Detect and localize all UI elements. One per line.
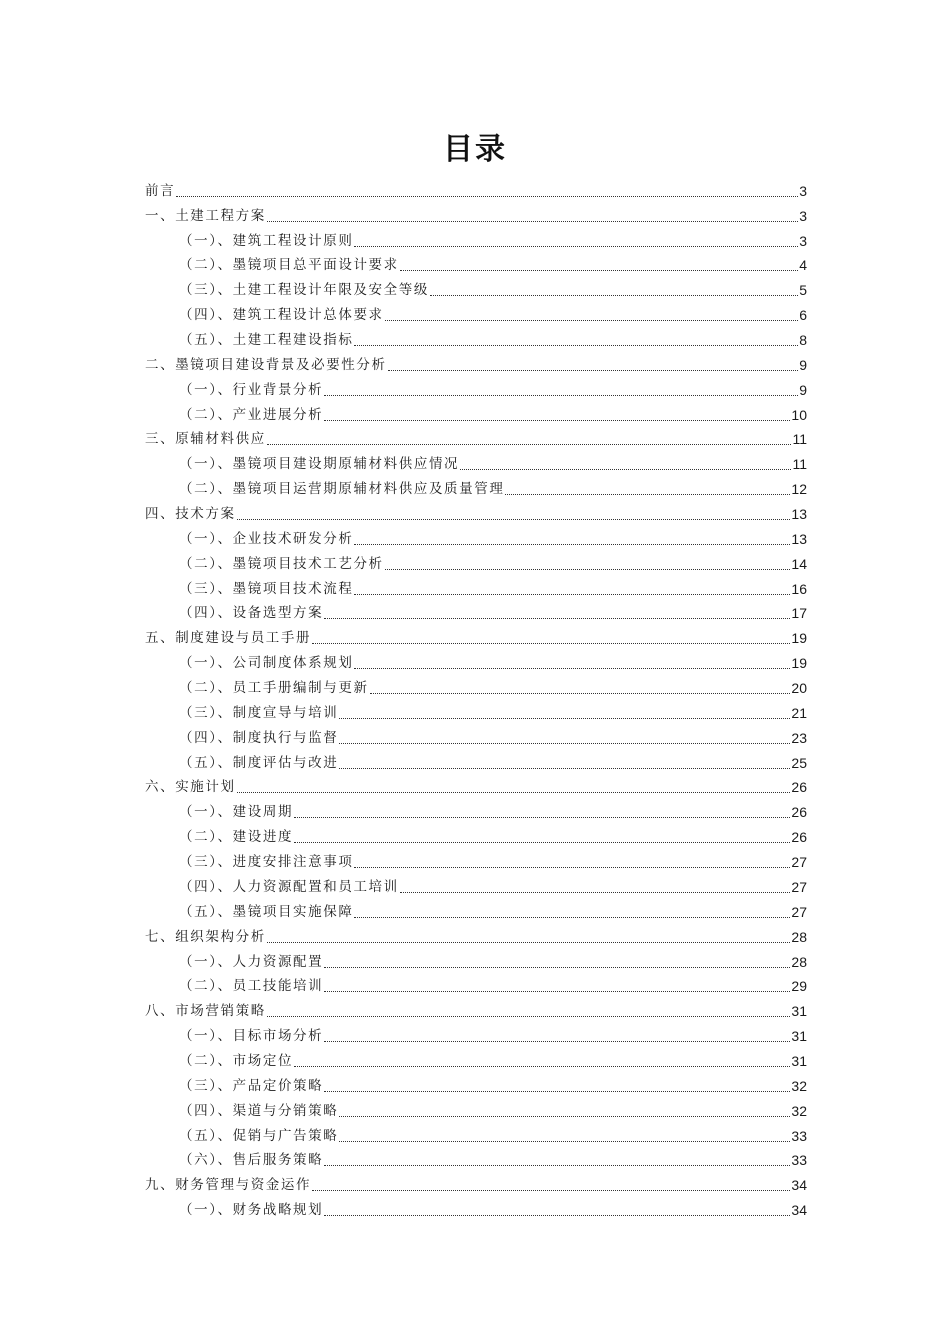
toc-entry-title: （二）、墨镜项目运营期原辅材料供应及质量管理	[179, 481, 505, 498]
toc-dot-leader	[339, 717, 790, 719]
toc-subentry[interactable]	[145, 524, 807, 549]
toc-dot-leader	[324, 394, 798, 396]
toc-entry-title: 七、组织架构分析	[145, 928, 266, 945]
toc-page-number: 17	[791, 605, 807, 622]
toc-entry-title: （三）、进度安排注意事项	[179, 854, 354, 871]
toc-entry-title: （四）、设备选型方案	[179, 605, 324, 622]
toc-subentry[interactable]	[145, 1046, 807, 1071]
toc-entry-title: 八、市场营销策略	[145, 1003, 266, 1020]
toc-dot-leader	[354, 916, 790, 918]
toc-entry-title: （一）、建筑工程设计原则	[179, 232, 354, 249]
toc-entry-title: （二）、建设进度	[179, 829, 294, 846]
toc-dot-leader	[430, 294, 798, 296]
toc-entry-title: （二）、员工手册编制与更新	[179, 680, 369, 697]
toc-entry-title: （六）、售后服务策略	[179, 1152, 324, 1169]
toc-dot-leader	[339, 1115, 790, 1117]
toc-page-number: 33	[791, 1152, 807, 1169]
toc-subentry[interactable]	[145, 549, 807, 574]
toc-page-number: 26	[791, 779, 807, 796]
toc-entry-title: （四）、制度执行与监督	[179, 729, 339, 746]
toc-entry-title: （四）、人力资源配置和员工培训	[179, 878, 399, 895]
toc-subentry[interactable]	[145, 947, 807, 972]
toc-entry-title: 九、财务管理与资金运作	[145, 1177, 312, 1194]
toc-dot-leader	[324, 617, 790, 619]
toc-page-number: 5	[799, 282, 807, 299]
toc-dot-leader	[385, 319, 798, 321]
toc-dot-leader	[312, 642, 790, 644]
toc-subentry[interactable]	[145, 300, 807, 325]
toc-dot-leader	[324, 966, 790, 968]
toc-dot-leader	[324, 1164, 790, 1166]
toc-subentry[interactable]	[145, 375, 807, 400]
toc-subentry[interactable]	[145, 972, 807, 997]
toc-subentry[interactable]	[145, 599, 807, 624]
toc-page-number: 6	[799, 307, 807, 324]
toc-page-number: 10	[791, 406, 807, 423]
toc-subentry[interactable]	[145, 574, 807, 599]
toc-entry-title: （二）、市场定位	[179, 1052, 294, 1069]
toc-dot-leader	[339, 742, 790, 744]
toc-page-number: 21	[791, 704, 807, 721]
toc-entry-title: 六、实施计划	[145, 779, 236, 796]
toc-entry[interactable]	[145, 499, 807, 524]
toc-page-number: 31	[791, 1003, 807, 1020]
toc-entry[interactable]	[145, 996, 807, 1021]
toc-page-number: 8	[799, 332, 807, 349]
toc-subentry[interactable]	[145, 897, 807, 922]
toc-dot-leader	[312, 1189, 790, 1191]
toc-entry-title: （二）、员工技能培训	[179, 978, 324, 995]
toc-dot-leader	[324, 419, 790, 421]
toc-entry[interactable]	[145, 350, 807, 375]
toc-page-number: 28	[791, 953, 807, 970]
toc-entry-title: 四、技术方案	[145, 506, 236, 523]
toc-subentry[interactable]	[145, 275, 807, 300]
toc-page-number: 27	[791, 854, 807, 871]
toc-entry-title: （一）、公司制度体系规划	[179, 655, 354, 672]
toc-page-number: 32	[791, 1102, 807, 1119]
toc-page-number: 11	[792, 431, 807, 448]
toc-subentry[interactable]	[145, 400, 807, 425]
toc-page-number: 13	[791, 530, 807, 547]
toc-page-number: 34	[791, 1202, 807, 1219]
toc-dot-leader	[324, 1090, 790, 1092]
toc-subentry[interactable]	[145, 797, 807, 822]
toc-entry-title: （三）、土建工程设计年限及安全等级	[179, 282, 429, 299]
toc-entry-title: （一）、财务战略规划	[179, 1202, 324, 1219]
toc-entry-title: （一）、企业技术研发分析	[179, 530, 354, 547]
toc-page-number: 19	[791, 655, 807, 672]
toc-entry[interactable]	[145, 1170, 807, 1195]
toc-page-number: 27	[791, 903, 807, 920]
toc-dot-leader	[294, 1065, 790, 1067]
toc-subentry[interactable]	[145, 673, 807, 698]
toc-dot-leader	[354, 344, 798, 346]
toc-dot-leader	[388, 369, 798, 371]
toc-dot-leader	[267, 220, 798, 222]
toc-page-number: 34	[791, 1177, 807, 1194]
toc-dot-leader	[505, 493, 790, 495]
toc-entry[interactable]	[145, 425, 807, 450]
toc-entry-title: （二）、产业进展分析	[179, 406, 324, 423]
toc-page-number: 11	[792, 456, 807, 473]
toc-entry-title: 前言	[145, 182, 176, 199]
toc-page-number: 29	[791, 978, 807, 995]
toc-dot-leader	[339, 767, 790, 769]
table-of-contents	[145, 176, 807, 1220]
toc-entry-title: 二、墨镜项目建设背景及必要性分析	[145, 356, 387, 373]
toc-dot-leader	[354, 543, 790, 545]
toc-page-number: 33	[791, 1127, 807, 1144]
toc-dot-leader	[294, 841, 790, 843]
toc-entry[interactable]	[145, 201, 807, 226]
toc-page-number: 20	[791, 680, 807, 697]
toc-dot-leader	[237, 791, 791, 793]
toc-entry-title: （五）、土建工程建设指标	[179, 332, 354, 349]
toc-dot-leader	[267, 941, 791, 943]
toc-dot-leader	[460, 468, 791, 470]
toc-page-number: 9	[799, 356, 807, 373]
toc-entry[interactable]	[145, 623, 807, 648]
toc-page-number: 14	[791, 555, 807, 572]
toc-dot-leader	[324, 990, 790, 992]
toc-entry-title: （一）、建设周期	[179, 804, 294, 821]
toc-subentry[interactable]	[145, 325, 807, 350]
toc-page-number: 16	[791, 580, 807, 597]
toc-entry-title: （一）、墨镜项目建设期原辅材料供应情况	[179, 456, 460, 473]
toc-dot-leader	[324, 1040, 790, 1042]
toc-entry-title: （四）、建筑工程设计总体要求	[179, 307, 384, 324]
toc-dot-leader	[294, 816, 790, 818]
toc-dot-leader	[324, 1214, 790, 1216]
toc-entry[interactable]	[145, 922, 807, 947]
toc-page-number: 23	[791, 729, 807, 746]
toc-page-number: 31	[791, 1028, 807, 1045]
toc-subentry[interactable]	[145, 1121, 807, 1146]
toc-dot-leader	[354, 593, 790, 595]
toc-entry[interactable]	[145, 773, 807, 798]
toc-subentry[interactable]	[145, 748, 807, 773]
toc-subentry[interactable]	[145, 1096, 807, 1121]
toc-entry-title: （五）、制度评估与改进	[179, 754, 339, 771]
toc-subentry[interactable]	[145, 1195, 807, 1220]
toc-subentry[interactable]	[145, 226, 807, 251]
toc-dot-leader	[237, 518, 791, 520]
toc-page-number: 3	[799, 232, 807, 249]
toc-dot-leader	[267, 443, 792, 445]
toc-dot-leader	[267, 1015, 791, 1017]
toc-entry-title: （二）、墨镜项目技术工艺分析	[179, 555, 384, 572]
toc-entry-title: （五）、促销与广告策略	[179, 1127, 339, 1144]
toc-dot-leader	[176, 195, 798, 197]
toc-subentry[interactable]	[145, 822, 807, 847]
toc-dot-leader	[354, 667, 790, 669]
toc-entry-title: （一）、行业背景分析	[179, 381, 324, 398]
toc-subentry[interactable]	[145, 1071, 807, 1096]
toc-entry-title: 一、土建工程方案	[145, 207, 266, 224]
toc-subentry[interactable]	[145, 449, 807, 474]
toc-dot-leader	[400, 891, 791, 893]
toc-entry-title: （三）、产品定价策略	[179, 1077, 324, 1094]
toc-subentry[interactable]	[145, 847, 807, 872]
toc-page-number: 12	[791, 481, 807, 498]
toc-subentry[interactable]	[145, 474, 807, 499]
toc-page-number: 9	[799, 381, 807, 398]
toc-page-number: 19	[791, 630, 807, 647]
page-title: 目录	[443, 132, 507, 167]
toc-dot-leader	[354, 866, 790, 868]
toc-page-number: 28	[791, 928, 807, 945]
toc-page-number: 4	[799, 257, 807, 274]
toc-dot-leader	[400, 269, 798, 271]
toc-page-number: 32	[791, 1077, 807, 1094]
toc-subentry[interactable]	[145, 872, 807, 897]
toc-entry-title: 五、制度建设与员工手册	[145, 630, 312, 647]
toc-dot-leader	[339, 1140, 790, 1142]
toc-entry-title: （三）、墨镜项目技术流程	[179, 580, 354, 597]
toc-entry-title: （一）、人力资源配置	[179, 953, 324, 970]
toc-subentry[interactable]	[145, 723, 807, 748]
toc-dot-leader	[370, 692, 791, 694]
toc-page-number: 13	[791, 506, 807, 523]
toc-subentry[interactable]	[145, 251, 807, 276]
toc-dot-leader	[354, 245, 798, 247]
toc-page-number: 26	[791, 829, 807, 846]
toc-entry-title: （一）、目标市场分析	[179, 1028, 324, 1045]
toc-page-number: 25	[791, 754, 807, 771]
toc-page-number: 3	[799, 207, 807, 224]
toc-entry-title: （二）、墨镜项目总平面设计要求	[179, 257, 399, 274]
toc-entry[interactable]	[145, 176, 807, 201]
toc-dot-leader	[385, 568, 791, 570]
toc-entry-title: （四）、渠道与分销策略	[179, 1102, 339, 1119]
toc-subentry[interactable]	[145, 648, 807, 673]
toc-subentry[interactable]	[145, 1021, 807, 1046]
toc-page-number: 3	[799, 182, 807, 199]
toc-page-number: 26	[791, 804, 807, 821]
toc-subentry[interactable]	[145, 698, 807, 723]
toc-subentry[interactable]	[145, 1146, 807, 1171]
toc-page-number: 31	[791, 1052, 807, 1069]
toc-entry-title: 三、原辅材料供应	[145, 431, 266, 448]
toc-page-number: 27	[791, 878, 807, 895]
toc-entry-title: （五）、墨镜项目实施保障	[179, 903, 354, 920]
toc-entry-title: （三）、制度宣导与培训	[179, 704, 339, 721]
